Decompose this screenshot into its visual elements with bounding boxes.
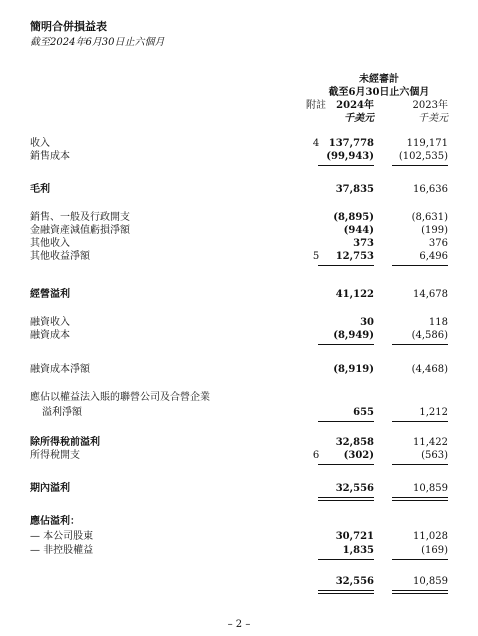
value-2023: 16,636	[413, 184, 448, 195]
total-double-rule-2023	[392, 590, 448, 594]
row-label: 金融資產減值虧損淨額	[30, 225, 130, 236]
row-gross-profit	[30, 183, 448, 196]
unit-2024-header: 千美元	[344, 113, 374, 124]
unit-2023-header: 千美元	[418, 113, 448, 124]
value-2023: 10,859	[413, 483, 448, 494]
value-2024: (8,919)	[333, 364, 374, 375]
value-2024: 1,835	[342, 545, 374, 556]
row-finance-income	[30, 316, 448, 329]
row-income-tax	[30, 449, 448, 462]
subtotal-rule-2024	[318, 344, 374, 345]
value-2024: 655	[353, 407, 374, 418]
subtotal-rule-2024	[318, 464, 374, 465]
value-2023: 119,171	[406, 138, 448, 149]
row-label: 所得稅開支	[30, 450, 80, 461]
row-impairment	[30, 224, 448, 237]
statement-period: 截至2024年6月30日止六個月	[30, 37, 165, 48]
subtotal-rule-2023	[392, 464, 448, 465]
statement-title: 簡明合併損益表	[30, 20, 107, 33]
value-2024: 30	[360, 317, 374, 328]
year-2023-header: 2023年	[412, 100, 448, 111]
row-operating-profit	[30, 288, 448, 301]
row-label: 毛利	[30, 184, 50, 195]
row-other-income	[30, 237, 448, 250]
period-header: 截至6月30日止六個月	[328, 87, 430, 98]
value-2024: (302)	[343, 450, 374, 461]
row-other-gains	[30, 250, 448, 263]
row-label: 融資成本淨額	[30, 364, 90, 375]
value-2023: 6,496	[419, 251, 448, 262]
row-non-controlling-interests	[30, 544, 448, 557]
page-number: – 2 –	[227, 619, 251, 630]
row-share-of-associates	[30, 391, 448, 404]
row-net-finance-costs	[30, 363, 448, 376]
value-2024: 37,835	[335, 184, 374, 195]
subtotal-rule-2023	[392, 344, 448, 345]
value-2024: (99,943)	[326, 151, 374, 162]
row-label: 融資成本	[30, 330, 70, 341]
value-2023: (4,586)	[411, 330, 448, 341]
value-2024: (8,895)	[333, 212, 374, 223]
row-note: 6	[312, 450, 320, 461]
value-2024: 137,778	[328, 138, 374, 149]
value-2023: 376	[428, 238, 448, 249]
value-2023: 10,859	[413, 576, 448, 587]
row-label: 經營溢利	[30, 289, 70, 300]
row-profit-before-tax	[30, 436, 448, 449]
value-2023: (8,631)	[411, 212, 448, 223]
subtotal-rule-2023	[392, 165, 448, 166]
value-2023: 11,028	[413, 531, 448, 542]
subtotal-rule-2023	[392, 559, 448, 560]
row-revenue	[30, 137, 448, 150]
value-2023: 14,678	[413, 289, 448, 300]
row-share-of-associates-net	[30, 406, 448, 419]
year-2024-header: 2024年	[336, 100, 374, 111]
row-label: 應佔以權益法入賬的聯營公司及合營企業	[30, 392, 210, 403]
row-finance-costs	[30, 329, 448, 342]
total-double-rule-2023	[392, 497, 448, 501]
row-label: — 本公司股東	[30, 531, 94, 542]
unaudited-header: 未經審計	[359, 74, 399, 85]
row-label: — 非控股權益	[30, 545, 94, 556]
row-attributable-to	[30, 515, 448, 528]
row-label: 融資收入	[30, 317, 70, 328]
value-2024: 12,753	[335, 251, 374, 262]
value-2023: 11,422	[413, 437, 448, 448]
value-2024: 32,556	[335, 483, 374, 494]
value-2023: 1,212	[419, 407, 448, 418]
row-label: 除所得稅前溢利	[30, 437, 100, 448]
row-label: 溢利淨額	[42, 407, 82, 418]
value-2024: (944)	[343, 225, 374, 236]
value-2024: 30,721	[335, 531, 374, 542]
value-2024: (8,949)	[333, 330, 374, 341]
total-double-rule-2024	[318, 590, 374, 594]
value-2024: 41,122	[335, 289, 374, 300]
subtotal-rule-2023	[392, 421, 448, 422]
row-label: 銷售成本	[30, 151, 70, 162]
row-note: 5	[312, 251, 320, 262]
row-cost-of-sales	[30, 150, 448, 163]
note-header: 附註	[306, 100, 326, 111]
row-label: 應佔溢利：	[30, 516, 80, 527]
subtotal-rule-2024	[318, 559, 374, 560]
value-2023: (199)	[421, 225, 448, 236]
row-attributable-total	[30, 575, 448, 588]
value-2023: (563)	[421, 450, 448, 461]
row-label: 收入	[30, 138, 50, 149]
row-note: 4	[312, 138, 320, 149]
row-label: 期內溢利	[30, 483, 70, 494]
row-owners-of-company	[30, 530, 448, 543]
subtotal-rule-2024	[318, 165, 374, 166]
value-2023: (102,535)	[398, 151, 448, 162]
subtotal-rule-2023	[392, 265, 448, 266]
value-2024: 373	[353, 238, 374, 249]
row-sga	[30, 211, 448, 224]
row-label: 其他收益淨額	[30, 251, 90, 262]
row-label: 其他收入	[30, 238, 70, 249]
subtotal-rule-2024	[318, 265, 374, 266]
total-double-rule-2024	[318, 497, 374, 501]
value-2023: (169)	[421, 545, 448, 556]
subtotal-rule-2024	[318, 421, 374, 422]
row-profit-for-period	[30, 482, 448, 495]
value-2023: (4,468)	[411, 364, 448, 375]
row-label: 銷售、一般及行政開支	[30, 212, 130, 223]
value-2024: 32,858	[335, 437, 374, 448]
value-2023: 118	[428, 317, 448, 328]
value-2024: 32,556	[335, 576, 374, 587]
